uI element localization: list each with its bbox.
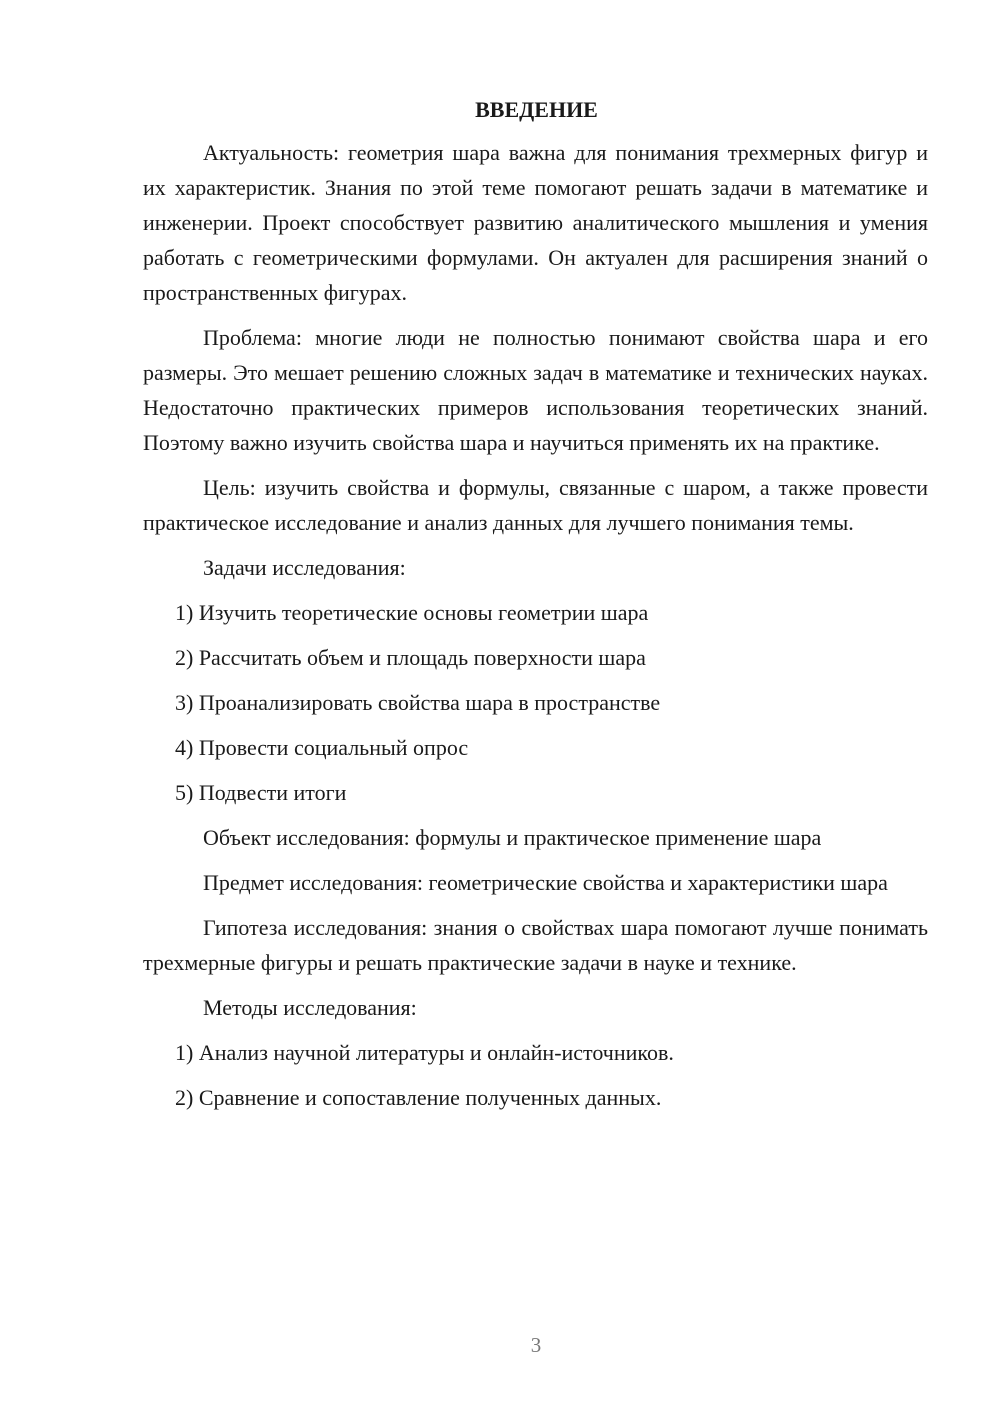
research-hypothesis: Гипотеза исследования: знания о свойствах шара помогают лучше понимать трехмерные фигуры и решать практические задачи в науке и технике. [143,915,928,975]
task-item-4: 4) Провести социальный опрос [175,735,469,760]
problem-paragraph: Проблема: многие люди не полностью понимают свойства шара и его размеры. Это мешает решению сложных задач в математике и технических науках. Недостаточно практических примеров использования теоретических знаний. Поэтому важно изучить свойства шара и научиться применять их на практике. [143,325,928,455]
research-subject: Предмет исследования: геометрические свойства и характеристики шара [203,870,888,895]
task-item-1: 1) Изучить теоретические основы геометрии шара [175,600,649,625]
page-number: 3 [530,1333,542,1357]
methods-heading: Методы исследования: [203,995,417,1020]
document-page [143,92,928,1125]
method-item-2: 2) Сравнение и сопоставление полученных данных. [175,1085,662,1110]
tasks-heading: Задачи исследования: [203,555,406,580]
task-item-5: 5) Подвести итоги [175,780,347,805]
relevance-paragraph: Актуальность: геометрия шара важна для понимания трехмерных фигур и их характеристик. Знания по этой теме помогают решать задачи в математике и инженерии. Проект способствует развитию аналитического мышления и умения работать с геометрическими формулами. Он актуален для расширения знаний о пространственных фигурах. [143,140,928,305]
task-item-2: 2) Рассчитать объем и площадь поверхности шара [175,645,646,670]
section-title: ВВЕДЕНИЕ [475,97,598,122]
method-item-1: 1) Анализ научной литературы и онлайн-источников. [175,1040,674,1065]
goal-paragraph: Цель: изучить свойства и формулы, связанные с шаром, а также провести практическое исследование и анализ данных для лучшего понимания темы. [143,475,928,535]
research-object: Объект исследования: формулы и практическое применение шара [203,825,822,850]
task-item-3: 3) Проанализировать свойства шара в пространстве [175,690,661,715]
